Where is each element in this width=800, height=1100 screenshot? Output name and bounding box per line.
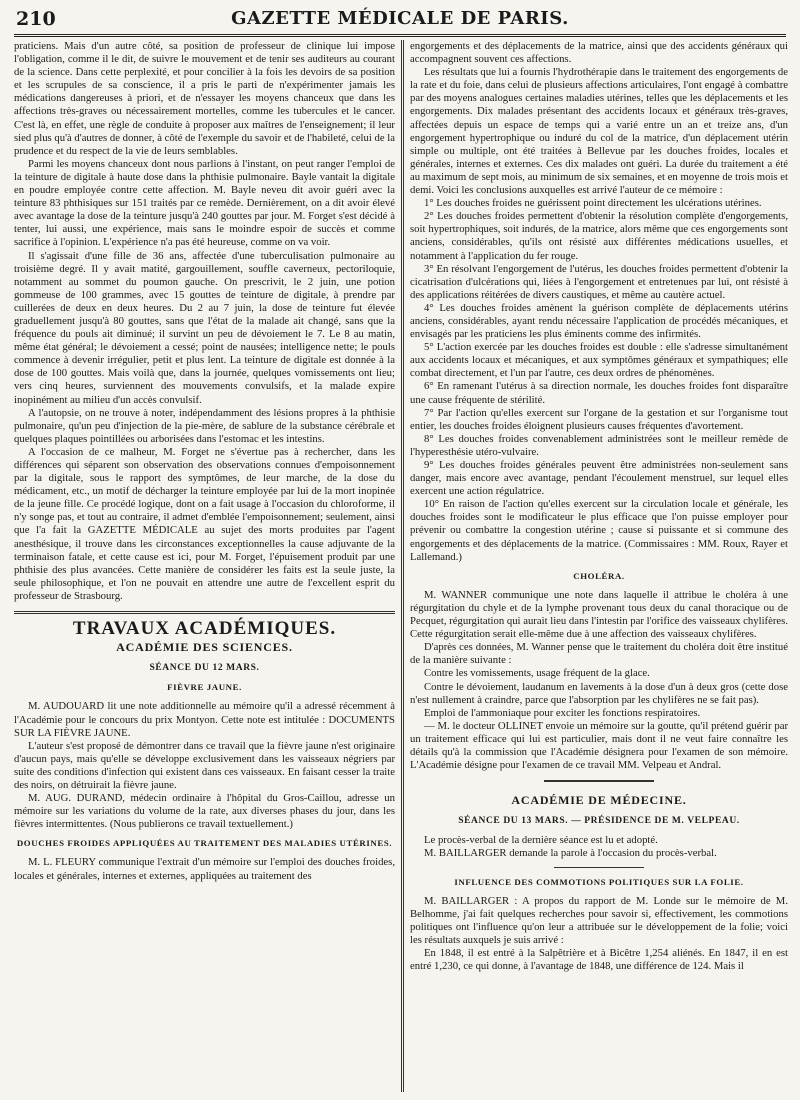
session-heading: SÉANCE DU 13 MARS. — PRÉSIDENCE DE M. VELPEAU. xyxy=(458,816,740,827)
paragraph: Contre les vomissements, usage fréquent de la glace. xyxy=(424,667,650,680)
conclusion-item: 7° Par l'action qu'elles exercent sur l'organe de la gestation et sur l'organisme tout entier, les douches froides éloignent plusieurs causes fréquentes d'avortement. xyxy=(410,406,788,432)
conclusion-item: 6° En ramenant l'utérus à sa direction normale, les douches froides font disparaître une cause fréquente de stérilité. xyxy=(410,380,788,406)
conclusion-item: 4° Les douches froides amènent la guérison complète de déplacements utérins anciens, considérables, ayant rendu nécessaire l'application de procédés mécaniques, et envisagés par les praticiens les plus éminents comme des infirmités. xyxy=(410,301,788,341)
conclusion-item: 9° Les douches froides générales peuvent être administrées non-seulement sans danger, mais encore avec avantage, pendant l'écoulement menstruel, sur lequel elles exercent une action régulatrice. xyxy=(410,459,788,498)
paragraph: — M. le docteur OLLINET envoie un mémoire sur la goutte, qu'il prétend guérir par un traitement efficace qui lui est particulier, mais dont il ne veut faire connaître les détails qu'à la commission que l'Académie désignera pour l'examen de son mémoire. L'Académie désigne pour l'examen de ce travail MM. Velpeau et Andral. xyxy=(410,719,788,772)
paragraph: M. AUG. DURAND, médecin ordinaire à l'hôpital du Gros-Caillou, adresse un mémoire sur les variations du volume de la rate, aux diverses phases du jour, dans les fièvres intermittentes. (Nous publierons ce travail textuellement.) xyxy=(14,792,395,831)
subject-heading: FIÈVRE JAUNE. xyxy=(167,682,242,693)
conclusion-item: 2° Les douches froides permettent d'obtenir la résolution complète d'engorgements, soit hypertrophiques, soit indurés, de la matrice, alors même que ces engorgements sont anciens, considérables, qu'ils ont résisté aux différentes médications usuelles, et notamment à l'application du fer rouge. xyxy=(410,210,788,262)
paragraph: D'après ces données, M. Wanner pense que le traitement du choléra doit être institué de la manière suivante : xyxy=(410,641,788,667)
conclusion-item: 5° L'action exercée par les douches froides est double : elle s'adresse simultanément aux accidents locaux et mécaniques, et aux symptômes généraux et sympathiques; elle combat directement, et l'un par l'autre, ces deux ordres de phénomènes. xyxy=(410,341,788,380)
subject-heading: INFLUENCE DES COMMOTIONS POLITIQUES SUR LA FOLIE. xyxy=(454,876,744,887)
header-rule xyxy=(14,34,786,37)
column-separator xyxy=(401,40,404,1092)
paragraph: Il s'agissait d'une fille de 36 ans, affectée d'une tuberculisation pulmonaire au troisième degré. Il y avait matité, gargouillement, souffle caverneux, pectoriloquie, notamment au sommet du poumon gauche. On prescrivit, le 2 juin, une potion gommeuse de 100 grammes, avec 15 gouttes de teinture de digitale, à prendre par cuillerées de deux en deux heures. Du 2 au 7 juin, la dose de teinture fut élevée graduellement jusqu'à 80 gouttes, sans que l'état de la malade ait changé, sans que la fréquence du pouls ait diminué; il survint un peu de dévoiement le 7. Le 8 au matin, même état général; le dévoiement a cessé; point de nausées; intelligence nette; le pouls commence à devenir irrégulier, petit et plus lent. La teinture de digitale est donnée à la dose de 100 gouttes. Mais voilà que, dans la journée, quelques vomissements ont lieu; vers cinq heures, surviennent des mouvements convulsifs, et la malade expire inopinément au milieu d'un accès convulsif. xyxy=(14,249,395,406)
left-column xyxy=(14,40,395,1092)
paragraph: A l'autopsie, on ne trouve à noter, indépendamment des lésions propres à la phthisie pulmonaire, qu'un peu d'injection de la pie-mère, de sablure de la substance cérébrale et quelques plaques pointillées ou arborisées dans l'estomac et les intestins. xyxy=(14,406,395,445)
paragraph: M. WANNER communique une note dans laquelle il attribue le choléra à une régurgitation du chyle et de la lymphe provenant tous deux du canal thoracique ou de Pecquet, régurgitation qui aurait lieu dans l'intestin par l'orifice des vaisseaux chylifères. Cette régurgitation serait elle-même due à une affection des vaisseaux chylifères. xyxy=(410,588,788,641)
paragraph: Contre le dévoiement, laudanum en lavements à la dose d'un à deux gros (cette dose n'est nullement à craindre, parce que l'absorption par les chylifères ne se fait pas). xyxy=(410,680,788,706)
section-divider xyxy=(14,611,395,614)
paragraph: L'auteur s'est proposé de démontrer dans ce travail que la fièvre jaune n'est originaire d'aucun pays, mais qu'elle se développe exclusivement dans les vaisseaux négriers par suite des conditions d'infection qui existent dans ces vaisseaux. En faisant cesser la traite des noirs, on détruirait la fièvre jaune. xyxy=(14,739,395,791)
session-heading: SÉANCE DU 12 MARS. xyxy=(149,663,260,674)
paragraph: Le procès-verbal de la dernière séance est lu et adopté. xyxy=(424,834,658,847)
page-number: 210 xyxy=(16,8,56,30)
section-divider xyxy=(544,780,654,782)
conclusion-item: 10° En raison de l'action qu'elles exercent sur la circulation locale et générale, les douches froides sont le modificateur le plus efficace que l'on puisse employer pour prévenir ou combattre la congestion utérine ; cause si puissante et si commune des engorgements et des déplacements de la matrice. (Commissaires : MM. Roux, Rayer et Lallemand.) xyxy=(410,498,788,563)
conclusion-item: 8° Les douches froides convenablement administrées sont le meilleur remède de l'hyperesthésie utéro-vulvaire. xyxy=(410,432,788,458)
paragraph: M. BAILLARGER : A propos du rapport de M. Londe sur le mémoire de M. Belhomme, j'ai fait quelques recherches pour savoir si, effectivement, les commotions politiques ont l'influence qu'on leur a attribuée sur le développement de la folie; voici les résultats auxquels je suis arrivé : xyxy=(410,894,788,946)
section-divider xyxy=(554,867,644,868)
right-column xyxy=(410,40,788,1092)
academy-heading: ACADÉMIE DES SCIENCES. xyxy=(116,640,293,655)
paragraph: M. AUDOUARD lit une note additionnelle au mémoire qu'il a adressé récemment à l'Académie pour le concours du prix Montyon. Cette note est intitulée : DOCUMENTS SUR LA FIÈVRE JAUNE. xyxy=(14,700,395,739)
journal-title: GAZETTE MÉDICALE DE PARIS. xyxy=(231,8,569,29)
conclusion-item: 3° En résolvant l'engorgement de l'utérus, les douches froides permettent d'obtenir la cicatrisation d'ulcérations qui, liées à l'engorgement et entretenues par lui, ont résisté à des applications réitérées de divers caustiques, et même au cautère actuel. xyxy=(410,262,788,301)
paragraph: M. L. FLEURY communique l'extrait d'un mémoire sur l'emploi des douches froides, locales et générales, internes et externes, appliquées au traitement des xyxy=(14,856,395,882)
paragraph: engorgements et des déplacements de la matrice, ainsi que des accidents généraux qui accompagnent souvent ces affections. xyxy=(410,40,788,66)
paragraph: Emploi de l'ammoniaque pour exciter les fonctions respiratoires. xyxy=(424,706,701,719)
section-title: TRAVAUX ACADÉMIQUES. xyxy=(72,618,337,640)
paragraph: Parmi les moyens chanceux dont nous parlions à l'instant, on peut ranger l'emploi de la teinture de digitale à haute dose dans la phthisie pulmonaire. Bayle vantait la digitale en poudre employée contre cette affection. M. Bayle neveu dit avoir guéri avec la teinture 83 phthisiques sur 151 traités par ce remède. Dernièrement, on a dit avoir élevé avec avantage la dose de la teinture jusqu'à 240 gouttes par jour. M. Forget s'est décidé à tenter, lui aussi, une expérience, mais sans le moindre espoir de succès et comme sacrifice à l'opinion. L'expérience n'a pas été heureuse, comme on va voir. xyxy=(14,157,395,249)
paragraph: Les résultats que lui a fournis l'hydrothérapie dans le traitement des engorgements de la rate et du foie, dans celui de plusieurs affections articulaires, l'ont engagé à combattre par des moyens analogues certaines maladies utérines, telles que les déplacements et les engorgements. Dix malades présentant des accidents locaux et généraux très-graves, affectées depuis un espace de temps qui a varié entre un an et treize ans, d'un engorgement hypertrophique ou induré du col de la matrice, d'un déplacement utérin simple ou multiple, ont été traitées à Bellevue par les douches froides, locales et générales, internes et externes. Ces dix malades ont guéri. La durée du traitement a été au maximum de sept mois, au minimum de six semaines, et en moyenne de trois mois et demi. Voici les conclusions auxquelles est arrivé l'auteur de ce mémoire : xyxy=(410,66,788,197)
page-header xyxy=(14,6,786,36)
paragraph: M. BAILLARGER demande la parole à l'occasion du procès-verbal. xyxy=(424,847,717,860)
paragraph: praticiens. Mais d'un autre côté, sa position de professeur de clinique lui impose l'obligation, comme il le dit, de suivre le mouvement et de tenir ses auditeurs au courant de la science. Dans cette perplexité, et pour concilier à la fois les devoirs de sa position et les scrupules de sa conscience, il a pris le parti de n'expérimenter jamais les médications dangereuses à priori, et de n'essayer les moyens chanceux que dans les affections très-graves ou nécessairement mortelles, comme les tubercules et le cancer. C'est là, en effet, une règle de conduite à proposer aux maîtres de l'enseignement; il leur sied plus qu'à d'autres de donner, à côté de l'exemple du savoir et de l'habileté, celui de la prudence et du respect de la vie de leurs semblables. xyxy=(14,40,395,157)
subject-heading: DOUCHES FROIDES APPLIQUÉES AU TRAITEMENT DES MALADIES UTÉRINES. xyxy=(16,838,393,849)
paragraph: En 1848, il est entré à la Salpêtrière et à Bicêtre 1,254 aliénés. En 1847, il en est entré 1,230, ce qui donne, à l'avantage de 1848, une différence de 124. Mais il xyxy=(410,947,788,973)
academy-heading: ACADÉMIE DE MÉDECINE. xyxy=(511,793,687,808)
paragraph: A l'occasion de ce malheur, M. Forget ne s'évertue pas à rechercher, dans les différences qui séparent son observation des observations connues d'empoisonnement par la digitale, sous le rapport des symptômes, de leur marche, de la dose du médicament, etc., un motif de décharger la teinture employée par lui de la mort inopinée de la jeune fille. Ce procédé logique, dont on a fait usage à l'occasion du chloroforme, il n'y songe pas, et tout au contraire, il admet d'emblée l'empoisonnement; seulement, ainsi que l'a fait la GAZETTE MÉDICALE au sujet des morts produites par l'agent anesthésique, il trouve dans les circonstances exceptionnelles la cause adjuvante de la terminaison fatale, et cette cause est ici, pour M. Forget, l'épuisement produit par une phthisie des plus avancées. Cette manière de considérer les faits est la seule juste, la seule philosophique, et l'on ne pouvait en attendre une autre de l'excellent esprit du professeur de Strasbourg. xyxy=(14,445,395,602)
subject-heading: CHOLÉRA. xyxy=(573,570,625,581)
conclusion-item: 1° Les douches froides ne guérissent point directement les ulcérations utérines. xyxy=(424,197,762,210)
